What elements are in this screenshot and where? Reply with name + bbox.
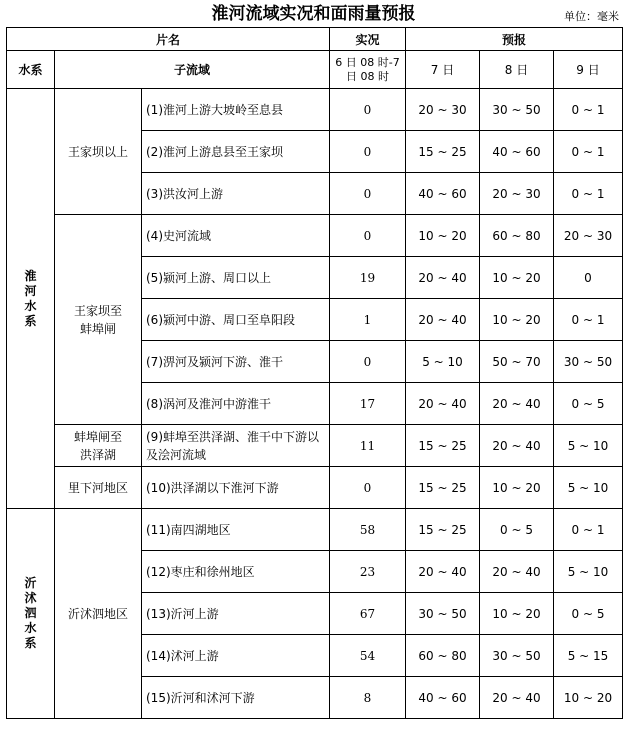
system-char: 水 — [24, 621, 37, 635]
page-title: 淮河流域实况和面雨量预报 — [211, 4, 416, 24]
forecast-day8: 50 ~ 70 — [480, 341, 554, 383]
actual-value: 0 — [330, 215, 406, 257]
basin-name: (9)蚌埠至洪泽湖、淮干中下游以及浍河流域 — [142, 425, 330, 467]
table-row — [7, 89, 623, 131]
basin-name: (4)史河流域 — [142, 215, 330, 257]
forecast-day8: 20 ~ 40 — [480, 677, 554, 719]
table-row — [7, 509, 623, 551]
basin-name: (11)南四湖地区 — [142, 509, 330, 551]
header-day-8: 8 日 — [480, 51, 554, 89]
header-day-9: 9 日 — [554, 51, 623, 89]
basin-name: (6)颍河中游、周口至阜阳段 — [142, 299, 330, 341]
forecast-day7: 15 ~ 25 — [406, 425, 480, 467]
table-row — [7, 425, 623, 467]
basin-name: (2)淮河上游息县至王家坝 — [142, 131, 330, 173]
forecast-day9: 0 ~ 5 — [554, 383, 623, 425]
forecast-day8: 10 ~ 20 — [480, 299, 554, 341]
forecast-day8: 0 ~ 5 — [480, 509, 554, 551]
forecast-day8: 40 ~ 60 — [480, 131, 554, 173]
actual-value: 0 — [330, 131, 406, 173]
system-char: 泗 — [24, 606, 37, 620]
forecast-day8: 20 ~ 40 — [480, 551, 554, 593]
forecast-day9: 5 ~ 10 — [554, 551, 623, 593]
forecast-day7: 15 ~ 25 — [406, 509, 480, 551]
header-shikuang: 实况 — [330, 28, 406, 51]
subregion-lixiahe: 里下河地区 — [55, 467, 142, 509]
actual-value: 0 — [330, 341, 406, 383]
system-char: 沭 — [24, 591, 37, 605]
basin-name: (5)颍河上游、周口以上 — [142, 257, 330, 299]
actual-value: 54 — [330, 635, 406, 677]
forecast-day8: 20 ~ 40 — [480, 383, 554, 425]
subregion-bengbu-hongze: 蚌埠闸至洪泽湖 — [55, 425, 142, 467]
system-char: 沂 — [24, 576, 37, 590]
forecast-day7: 15 ~ 25 — [406, 467, 480, 509]
actual-value: 1 — [330, 299, 406, 341]
forecast-day9: 0 ~ 5 — [554, 593, 623, 635]
system-char: 河 — [24, 283, 37, 298]
header-pian: 片名 — [7, 28, 330, 51]
forecast-day7: 5 ~ 10 — [406, 341, 480, 383]
forecast-day8: 30 ~ 50 — [480, 89, 554, 131]
forecast-day8: 10 ~ 20 — [480, 257, 554, 299]
table-row — [7, 467, 623, 509]
unit-label: 单位：毫米 — [564, 10, 619, 23]
forecast-day9: 0 ~ 1 — [554, 89, 623, 131]
forecast-day7: 20 ~ 40 — [406, 551, 480, 593]
header-shuixi: 水系 — [7, 51, 55, 89]
system-char: 水 — [24, 298, 37, 313]
forecast-day8: 20 ~ 30 — [480, 173, 554, 215]
actual-value: 11 — [330, 425, 406, 467]
forecast-day8: 20 ~ 40 — [480, 425, 554, 467]
subregion-wangjiaba-bengbu: 王家坝至蚌埠闸 — [55, 215, 142, 425]
system-yishusi — [7, 509, 55, 719]
forecast-day8: 30 ~ 50 — [480, 635, 554, 677]
forecast-day9: 20 ~ 30 — [554, 215, 623, 257]
forecast-day7: 60 ~ 80 — [406, 635, 480, 677]
forecast-day9: 0 — [554, 257, 623, 299]
header-period: 6 日 08 时-7 日 08 时 — [330, 51, 406, 89]
actual-value: 0 — [330, 467, 406, 509]
forecast-day7: 20 ~ 40 — [406, 383, 480, 425]
forecast-day9: 0 ~ 1 — [554, 131, 623, 173]
system-char: 淮 — [24, 268, 37, 283]
forecast-day7: 10 ~ 20 — [406, 215, 480, 257]
forecast-day9: 0 ~ 1 — [554, 299, 623, 341]
forecast-day7: 40 ~ 60 — [406, 677, 480, 719]
table-row — [7, 215, 623, 257]
forecast-day8: 10 ~ 20 — [480, 467, 554, 509]
forecast-day9: 10 ~ 20 — [554, 677, 623, 719]
forecast-day9: 0 ~ 1 — [554, 173, 623, 215]
actual-value: 17 — [330, 383, 406, 425]
actual-value: 0 — [330, 89, 406, 131]
forecast-day9: 5 ~ 10 — [554, 467, 623, 509]
basin-name: (15)沂河和沭河下游 — [142, 677, 330, 719]
forecast-day7: 15 ~ 25 — [406, 131, 480, 173]
actual-value: 19 — [330, 257, 406, 299]
rainfall-table — [6, 27, 623, 719]
subregion-wangjiaba-above: 王家坝以上 — [55, 89, 142, 215]
actual-value: 0 — [330, 173, 406, 215]
basin-name: (7)淠河及颍河下游、淮干 — [142, 341, 330, 383]
forecast-day9: 30 ~ 50 — [554, 341, 623, 383]
actual-value: 58 — [330, 509, 406, 551]
forecast-day8: 60 ~ 80 — [480, 215, 554, 257]
forecast-day7: 40 ~ 60 — [406, 173, 480, 215]
forecast-day7: 30 ~ 50 — [406, 593, 480, 635]
basin-name: (3)洪汝河上游 — [142, 173, 330, 215]
subregion-yishusi: 沂沭泗地区 — [55, 509, 142, 719]
basin-name: (8)涡河及淮河中游淮干 — [142, 383, 330, 425]
header-row-1 — [7, 28, 623, 51]
header-yubao: 预报 — [406, 28, 623, 51]
forecast-day7: 20 ~ 40 — [406, 257, 480, 299]
system-huaihe — [7, 89, 55, 509]
actual-value: 8 — [330, 677, 406, 719]
forecast-day9: 0 ~ 1 — [554, 509, 623, 551]
forecast-day7: 20 ~ 30 — [406, 89, 480, 131]
basin-name: (12)枣庄和徐州地区 — [142, 551, 330, 593]
actual-value: 23 — [330, 551, 406, 593]
forecast-day8: 10 ~ 20 — [480, 593, 554, 635]
basin-name: (14)沭河上游 — [142, 635, 330, 677]
forecast-day9: 5 ~ 10 — [554, 425, 623, 467]
forecast-day9: 5 ~ 15 — [554, 635, 623, 677]
system-char: 系 — [24, 636, 37, 650]
actual-value: 67 — [330, 593, 406, 635]
header-row-2 — [7, 51, 623, 89]
basin-name: (10)洪泽湖以下淮河下游 — [142, 467, 330, 509]
forecast-day7: 20 ~ 40 — [406, 299, 480, 341]
header-ziliuyu: 子流域 — [55, 51, 330, 89]
header-day-7: 7 日 — [406, 51, 480, 89]
basin-name: (13)沂河上游 — [142, 593, 330, 635]
system-char: 系 — [24, 313, 37, 328]
basin-name: (1)淮河上游大坡岭至息县 — [142, 89, 330, 131]
